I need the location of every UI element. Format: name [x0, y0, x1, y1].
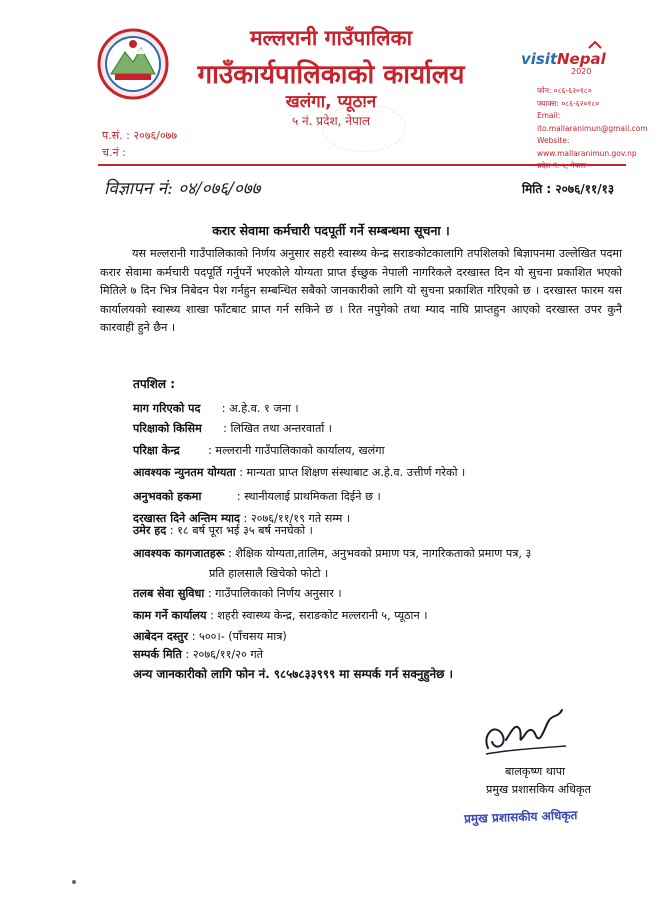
detail-row-exam-type: परिक्षाको किसिम : लिखित तथा अन्तरवार्ता । — [133, 422, 333, 435]
contact-phone: फोन: ०८६-६२०१८० — [537, 86, 592, 95]
notice-body: यस मल्लरानी गाउँपालिकाको निर्णय अनुसार सहरी स्वास्थ्य केन्द्र सराङकोटकालागि तपशिलको बिज्ञापनमा उल्लेखित पदमा करार सेवामा कर्मचारी पदपूर्ति गर्नुपर्ने भएकोले योग्यता प्राप्त ईच्छुक नेपाली नागरिकले दरखास्त दिन यो सुचना प्रकाशित भएको मितिले ७ दिन भित्र निबेदन पेश गर्नहुन सम्बन्धित सबैको जानकारीको लागि यो सुचना प्रकाशित गरिएको छ । दरखास्त फारम यस कार्यालयको स्वास्थ्य शाखा फाँटबाट प्राप्त गर्न सकिने छ । रित नपुगेको तथा म्याद नाघि प्राप्तहुन आएको दरखास्त उपर कुनै कारवाही हुने छैन । — [100, 247, 622, 335]
detail-row-post: माग गरिएको पद : अ.हे.व. १ जना । — [133, 402, 299, 415]
signature — [478, 700, 570, 762]
contact-province — [537, 160, 662, 173]
contact-info-line: अन्य जानकारीको लागि फोन नं. ९८५७८३३९९९ मा सम्पर्क गर्न सक्नुहुनेछ । — [133, 667, 454, 681]
advertisement-number: विज्ञापन नं: ०४/०७६/०७७ — [104, 179, 261, 199]
detail-row-contact-date: सम्पर्क मिति : २०७६/११/२० गते — [133, 648, 264, 661]
svg-text:visit: visit — [521, 50, 558, 68]
visit-nepal-logo — [519, 40, 619, 78]
notice-subject: करार सेवामा कर्मचारी पदपूर्ती गर्ने सम्बन्धमा सूचना । — [212, 223, 450, 238]
contact-block — [537, 85, 662, 173]
signatory-title: प्रमुख प्रशासकिय अधिकृत — [486, 783, 592, 796]
office-name: गाउँकार्यपालिकाको कार्यालय — [197, 60, 465, 90]
page-speck — [72, 880, 76, 884]
detail-row-workplace: काम गर्ने कार्यालय : शहरी स्वास्थ्य केन्द्र, सराङकोट मल्लरानी ५, प्यूठान । — [133, 609, 428, 622]
reference-number: प.सं. : २०७६/०७७ — [102, 129, 178, 142]
org-name: मल्लरानी गाउँपालिका — [249, 26, 413, 50]
contact-fax: फ्याक्स: ०८६-६२०१८० — [537, 98, 600, 108]
details-heading: तपशिल : — [133, 377, 176, 391]
svg-text:Nepal: Nepal — [557, 50, 606, 68]
detail-row-fee: आबेदन दस्तुर : ५००।- (पाँचसय मात्र) — [133, 630, 287, 643]
signatory-name: बालकृष्ण थापा — [505, 765, 566, 778]
contact-email[interactable]: Email: ito.mallaranimun@gmail.com — [537, 111, 648, 133]
detail-row-experience: अनुभवको हकमा : स्थानीयलाई प्राथमिकता दिईने छ । — [133, 490, 381, 503]
province-line: ५ नं. प्रदेश, नेपाल — [291, 114, 371, 128]
detail-row-deadline: दरखास्त दिने अन्तिम म्याद : २०७६/११/१९ गते सम्म । — [133, 512, 351, 525]
notice-date: मिति : २०७६/११/१३ — [522, 182, 615, 196]
office-location: खलंगा, प्यूठान — [285, 92, 377, 112]
detail-row-exam-center: परिक्षा केन्द्र : मल्लरानी गाउँपालिकाको कार्यालय, खलंगा — [133, 444, 385, 457]
dispatch-number: च.नं : — [102, 146, 126, 159]
header-divider — [98, 164, 626, 166]
detail-row-qualification: आवश्यक न्युनतम योग्यता : मान्यता प्राप्त शिक्षण संस्थाबाट अ.हे.व. उत्तीर्ण गरेको । — [133, 466, 466, 479]
contact-website[interactable]: Website: www.mallaranimun.gov.np — [537, 136, 637, 158]
svg-text:2020: 2020 — [571, 67, 592, 76]
detail-row-documents: आवश्यक कागजातहरू : शैक्षिक योग्यता,तालिम, अनुभवको प्रमाण पत्र, नागरिकताको प्रमाण पत्र, ३ — [133, 547, 532, 560]
reference-block — [102, 127, 177, 161]
detail-row-salary: तलब सेवा सुविधा : गाउँपालिकाको निर्णय अनुसार । — [133, 587, 342, 600]
official-stamp: प्रमुख प्रशासकीय अधिकृत — [463, 808, 578, 826]
detail-documents-continued: प्रति हालसालै खिचेको फोटो । — [209, 567, 329, 580]
detail-row-age-limit: उमेर हद : १८ बर्ष पूरा भई ३५ बर्ष ननघेको । — [133, 524, 313, 537]
faint-stamp — [322, 104, 406, 152]
